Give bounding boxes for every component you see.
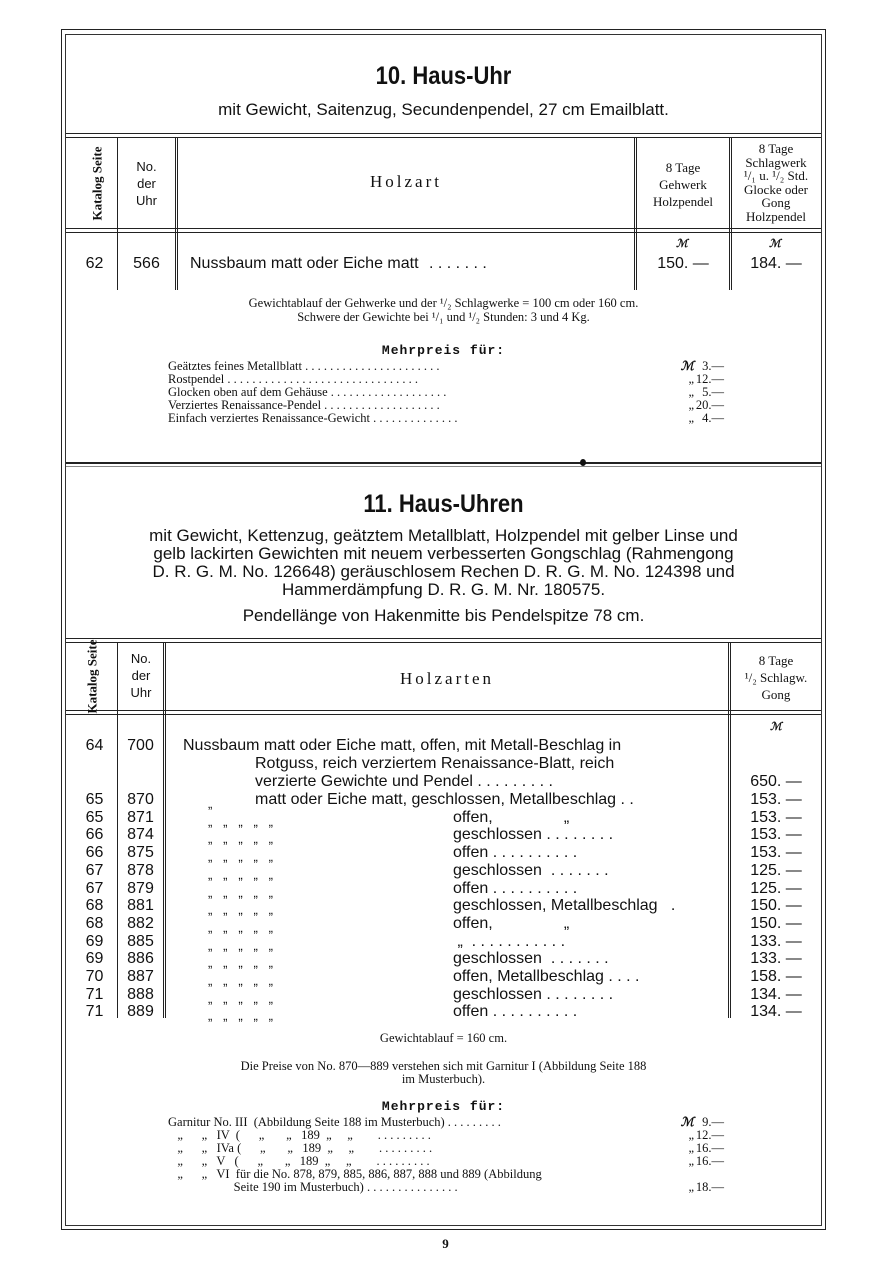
currency-mark: ℳ	[770, 721, 782, 733]
table11-cell-seite: 67	[85, 879, 104, 897]
table11-cell-nr: 879	[127, 879, 154, 897]
table11-cell-nr: 700	[127, 737, 154, 754]
table11-cell-desc: offen . . . . . . . . . .	[453, 1003, 578, 1021]
section10-note: Gewichtablauf der Gehwerke und der ¹/₂ Schlagwerke = 100 cm oder 160 cm.	[248, 296, 639, 310]
section11-preise-note: im Musterbuch).	[401, 1072, 486, 1086]
page-number: 9	[442, 1236, 449, 1251]
table11-cell-desc: matt oder Eiche matt, geschlossen, Metallbeschlag . .	[255, 791, 634, 808]
table11-cell-price: 153. —	[750, 791, 802, 808]
table11-cell-price: 153. —	[750, 826, 802, 844]
table11-cell-seite: 68	[85, 897, 104, 915]
table11-cell-nr: 878	[127, 861, 154, 879]
table11-cell-nr: 875	[127, 844, 154, 862]
table11-header-rule	[66, 710, 821, 711]
table11-cell-seite: 70	[85, 968, 104, 985]
section10-extras-title: Mehrpreis für:	[381, 343, 506, 358]
table11-cell-nr: 888	[127, 985, 154, 1003]
table11-cell-nr: 870	[127, 791, 154, 808]
table10-header-no-der-uhr: No. der Uhr	[136, 159, 157, 208]
table10-cell-seite: 62	[85, 255, 104, 272]
table11-cell-price: 153. —	[750, 844, 802, 862]
table11-cell-price: 133. —	[750, 932, 802, 950]
table11-cell-desc: „ . . . . . . . . . . .	[453, 932, 566, 950]
table11-top-rule-2	[66, 642, 821, 643]
table11-cell-ditto: „ „ „ „ „	[208, 937, 273, 953]
table11-cell-desc: offen . . . . . . . . . .	[453, 879, 578, 897]
table11-cell-seite: 65	[85, 808, 104, 826]
table11-cell-desc: offen, „	[453, 808, 570, 826]
table11-cell-ditto: „ „ „ „ „	[208, 955, 273, 971]
table11-col-divider-3	[728, 643, 731, 1018]
section11-preise-note: Die Preise von No. 870—889 verstehen sich mit Garnitur I (Abbildung Seite 188	[240, 1059, 647, 1073]
table11-cell-ditto: „ „ „ „ „	[208, 849, 273, 865]
table11-header-price: 8 Tage ¹/₂ Schlagw. Gong	[744, 653, 808, 702]
table11-cell-desc: geschlossen . . . . . . .	[453, 950, 609, 968]
table11-cell-price: 158. —	[750, 968, 802, 985]
table11-cell-seite: 68	[85, 914, 104, 932]
table10-cell-gehwerk-price: 150. —	[657, 255, 709, 272]
table11-header-katalog-seite: Katalog Seite	[84, 639, 100, 714]
section-separator	[66, 462, 821, 464]
table10-header-schlagwerk: 8 Tage Schlagwerk ¹/₁ u. ¹/₂ Std. Glocke oder Gong Holzpendel	[743, 141, 809, 224]
table11-cell-nr: 874	[127, 826, 154, 844]
table10-cell-holzart: Nussbaum matt oder Eiche matt . . . . . . .	[190, 255, 487, 272]
table11-cell-nr: 882	[127, 914, 154, 932]
table11-cell-nr: 885	[127, 932, 154, 950]
table11-cell-price: 125. —	[750, 879, 802, 897]
section-10-title: 10. Haus-Uhr	[375, 62, 512, 90]
table11-cell-ditto: „ „ „ „ „	[208, 866, 273, 882]
table11-cell-nr: 871	[127, 808, 154, 826]
table11-cell-seite: 69	[85, 950, 104, 968]
section-10-subtitle: mit Gewicht, Saitenzug, Secundenpendel, 27 cm Emailblatt.	[218, 100, 669, 119]
table11-cell-desc: geschlossen . . . . . . .	[453, 861, 609, 879]
table11-cell-desc: offen, Metallbeschlag . . . .	[453, 968, 640, 985]
table11-cell-price: 153. —	[750, 808, 802, 826]
table10-header-rule	[66, 228, 821, 229]
table11-cell-desc: geschlossen, Metallbeschlag .	[453, 897, 676, 915]
table11-cell-ditto: „ „ „ „ „	[208, 831, 273, 847]
table11-header-rule-2	[66, 714, 821, 715]
currency-mark: ℳ	[676, 238, 688, 250]
table11-cell-desc: Nussbaum matt oder Eiche matt, offen, mit Metall-Beschlag in	[183, 737, 622, 754]
table10-col-divider-2	[175, 138, 178, 290]
table11-cell-price: 150. —	[750, 897, 802, 915]
page-border-inner	[65, 34, 822, 1226]
table10-top-rule-2	[66, 137, 821, 138]
table11-cell-desc: geschlossen . . . . . . . .	[453, 826, 614, 844]
table10-header-gehwerk: 8 Tage Gehwerk Holzpendel	[653, 160, 713, 209]
table11-cell-ditto: „ „ „ „ „	[208, 973, 273, 988]
table11-cell-price: 125. —	[750, 861, 802, 879]
table11-cell-ditto: „ „ „ „ „	[208, 902, 273, 918]
table11-cell-ditto: „	[208, 796, 213, 811]
table11-cell-nr: 889	[127, 1003, 154, 1021]
table11-cell-desc: geschlossen . . . . . . . .	[453, 985, 614, 1003]
table10-cell-schlagwerk-price: 184. —	[750, 255, 802, 272]
section-11-pendel-note: Pendellänge von Hakenmitte bis Pendelspitze 78 cm.	[242, 606, 645, 625]
table10-header-holzart: Holzart	[370, 172, 442, 191]
table11-cell-desc: offen, „	[453, 914, 570, 932]
table11-cell-desc: offen . . . . . . . . . .	[453, 844, 578, 862]
currency-mark: ℳ	[769, 238, 781, 250]
table11-cell-price: 650. —	[750, 773, 802, 790]
table11-cell-desc: Rotguss, reich verziertem Renaissance-Blatt, reich	[255, 755, 615, 772]
table10-header-rule-2	[66, 232, 821, 233]
table11-cell-seite: 65	[85, 791, 104, 808]
table11-cell-seite: 66	[85, 826, 104, 844]
section-separator-2	[66, 466, 821, 467]
section11-gewichtablauf: Gewichtablauf = 160 cm.	[379, 1031, 508, 1045]
table11-cell-ditto: „ „ „ „ „	[208, 919, 273, 935]
section-11-description: mit Gewicht, Kettenzug, geätztem Metallblatt, Holzpendel mit gelber Linse und gelb lackirten Gewichten mit neuem verbesserten Gongschlag (Rahmengong D. R. G. M. No. 126648) geräuschlosem Rechen D. R. G. M. No. 124398 und Hammerdämpfung D. R. G. M. Nr. 180575.	[149, 526, 738, 599]
section11-extras-title: Mehrpreis für:	[381, 1099, 506, 1114]
section10-note: Schwere der Gewichte bei ¹/₁ und ¹/₂ Stunden: 3 und 4 Kg.	[297, 310, 590, 324]
table11-cell-seite: 64	[85, 737, 104, 754]
table11-cell-seite: 67	[85, 861, 104, 879]
table11-cell-nr: 887	[127, 968, 154, 985]
table11-cell-ditto: „ „ „ „ „	[208, 813, 273, 829]
table11-cell-ditto: „ „ „ „ „	[208, 990, 273, 1006]
table11-cell-ditto: „ „ „ „ „	[208, 1008, 273, 1024]
table11-cell-price: 134. —	[750, 1003, 802, 1021]
table11-cell-seite: 71	[85, 1003, 104, 1021]
table11-header-holzarten: Holzarten	[399, 669, 495, 688]
table10-cell-nr: 566	[133, 255, 160, 272]
table11-cell-price: 150. —	[750, 914, 802, 932]
separator-ornament-icon	[580, 459, 586, 466]
table11-top-rule	[66, 638, 821, 639]
table10-header-katalog-seite: Katalog Seite	[89, 146, 105, 221]
table11-cell-nr: 886	[127, 950, 154, 968]
table10-top-rule	[66, 133, 821, 134]
table11-cell-seite: 69	[85, 932, 104, 950]
table11-cell-price: 134. —	[750, 985, 802, 1003]
section-11-title: 11. Haus-Uhren	[363, 490, 524, 518]
table11-cell-ditto: „ „ „ „ „	[208, 884, 273, 900]
table11-cell-nr: 881	[127, 897, 154, 915]
table11-cell-seite: 71	[85, 985, 104, 1003]
table11-cell-seite: 66	[85, 844, 104, 862]
table11-cell-price: 133. —	[750, 950, 802, 968]
table11-header-no-der-uhr: No. der Uhr	[130, 651, 152, 700]
table11-cell-desc: verzierte Gewichte und Pendel . . . . . . . . .	[255, 773, 553, 790]
